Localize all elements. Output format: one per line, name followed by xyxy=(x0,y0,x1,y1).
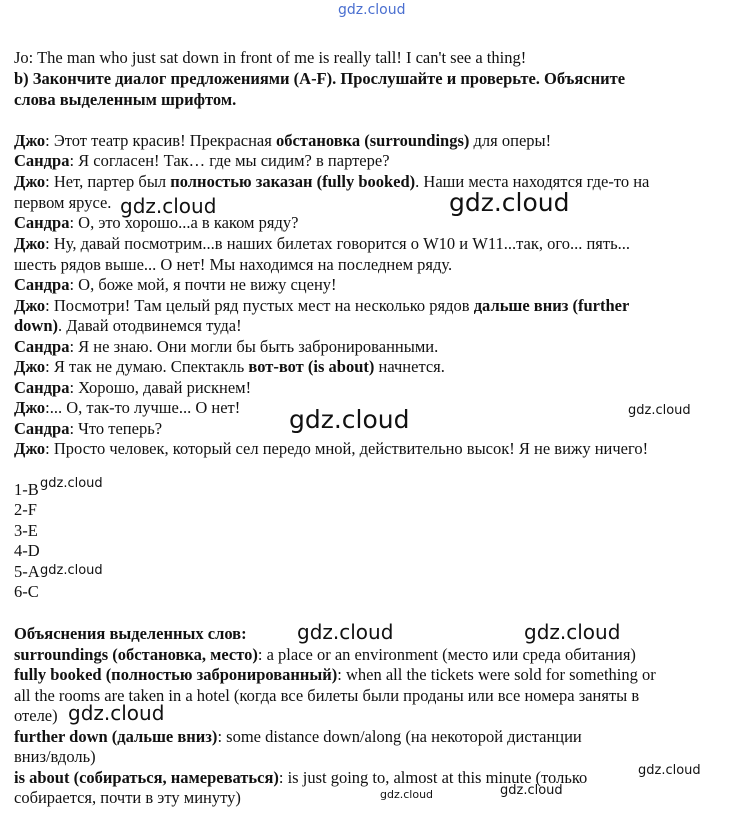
dialogue-line xyxy=(14,275,337,295)
answer-item: 4-D xyxy=(14,541,40,560)
explanation-item xyxy=(14,727,582,747)
dialogue-line xyxy=(14,131,551,151)
explanation-item xyxy=(14,665,656,685)
answer-item: 2-F xyxy=(14,500,37,519)
dialogue-text: : Я так не думаю. Спектакль xyxy=(45,357,249,376)
dialogue-line xyxy=(14,357,445,377)
watermark-logo-top: gdz.cloud xyxy=(338,2,406,18)
dialogue-line: шесть рядов выше... О нет! Мы находимся на последнем ряду. xyxy=(14,255,453,274)
task-heading: b) Закончите диалог предложениями (A-F). Прослушайте и проверьте. Объясните xyxy=(14,69,626,88)
dialogue-line xyxy=(14,419,162,439)
highlighted-term: полностью заказан (fully booked) xyxy=(170,172,416,191)
speaker: Джо xyxy=(14,439,46,458)
speaker: Сандра xyxy=(14,151,70,170)
watermark-logo: gdz.cloud xyxy=(449,188,570,217)
dialogue-text: : О, это хорошо...а в каком ряду? xyxy=(69,213,299,232)
dialogue-line xyxy=(14,172,649,192)
watermark-logo: gdz.cloud xyxy=(628,403,691,418)
dialogue-line xyxy=(14,439,648,459)
speaker: Сандра xyxy=(14,337,70,356)
watermark-logo: gdz.cloud xyxy=(500,783,563,798)
explanation-term: is about (собираться, намереваться) xyxy=(14,768,279,787)
speaker: Джо xyxy=(14,131,46,150)
dialogue-text: . Давай отодвинемся туда! xyxy=(58,316,242,335)
explanation-text: : when all the tickets were sold for something or xyxy=(337,665,656,684)
highlighted-term: обстановка (surroundings) xyxy=(275,131,470,150)
dialogue-line xyxy=(14,151,390,171)
dialogue-text: начнется. xyxy=(374,357,445,376)
dialogue-text: :... О, так-то лучше... О нет! xyxy=(45,398,241,417)
explanation-item xyxy=(14,645,636,665)
watermark-logo: gdz.cloud xyxy=(68,701,165,725)
dialogue-text: : Посмотри! Там целый ряд пустых мест на несколько рядов xyxy=(45,296,474,315)
watermark-logo: gdz.cloud xyxy=(297,620,394,644)
speaker: Джо xyxy=(14,357,46,376)
watermark-logo: gdz.cloud xyxy=(40,563,103,578)
watermark-logo: gdz.cloud xyxy=(380,788,434,801)
dialogue-text: : Хорошо, давай рискнем! xyxy=(69,378,252,397)
dialogue-text: : Ну, давай посмотрим...в наших билетах говорится о W10 и W11...так, ого... пять... xyxy=(45,234,630,253)
explanation-text: all the rooms are taken in a hotel (когда все билеты были проданы или все номера заняты в xyxy=(14,686,640,705)
explanation-text: : a place or an environment (место или среда обитания) xyxy=(257,645,636,664)
watermark-logo: gdz.cloud xyxy=(289,405,410,434)
dialogue-text: : О, боже мой, я почти не вижу сцену! xyxy=(69,275,337,294)
watermark-logo: gdz.cloud xyxy=(524,620,621,644)
speaker: Джо xyxy=(14,172,46,191)
answer-item: 5-A xyxy=(14,562,40,581)
speaker: Джо xyxy=(14,398,46,417)
dialogue-line xyxy=(14,378,251,398)
speaker: Джо xyxy=(14,296,46,315)
explanations-heading: Объяснения выделенных слов: xyxy=(14,624,247,643)
speaker: Джо xyxy=(14,234,46,253)
dialogue-line xyxy=(14,316,242,336)
dialogue-text: : Что теперь? xyxy=(69,419,163,438)
intro-line: Jo: The man who just sat down in front of me is really tall! I can't see a thing! xyxy=(14,48,527,67)
explanation-text: : is just going to, almost at this minute (только xyxy=(278,768,588,787)
dialogue-text: : Нет, партер был xyxy=(45,172,171,191)
speaker: Сандра xyxy=(14,378,70,397)
dialogue-line xyxy=(14,337,438,357)
explanation-term: surroundings (обстановка, место) xyxy=(14,645,258,664)
explanation-term: further down (дальше вниз) xyxy=(14,727,218,746)
task-heading-cont: слова выделенным шрифтом. xyxy=(14,90,237,109)
speaker: Сандра xyxy=(14,275,70,294)
dialogue-line xyxy=(14,296,629,316)
dialogue-line xyxy=(14,234,630,254)
dialogue-text: : Я согласен! Так… где мы сидим? в партере? xyxy=(69,151,390,170)
explanation-text: отеле) xyxy=(14,706,58,725)
dialogue-line xyxy=(14,213,298,233)
speaker: Сандра xyxy=(14,213,70,232)
answer-item: 1-B xyxy=(14,480,39,499)
dialogue-line: первом ярусе. xyxy=(14,193,112,212)
dialogue-line xyxy=(14,398,240,418)
watermark-logo: gdz.cloud xyxy=(40,476,103,491)
explanation-text: вниз/вдоль) xyxy=(14,747,96,766)
answer-item: 6-C xyxy=(14,582,39,601)
dialogue-text: : Этот театр красив! Прекрасная xyxy=(45,131,276,150)
dialogue-text: . Наши места находятся где-то на xyxy=(415,172,650,191)
explanation-item xyxy=(14,768,587,788)
highlighted-term: вот-вот (is about) xyxy=(248,357,375,376)
watermark-logo: gdz.cloud xyxy=(638,763,701,778)
dialogue-text: : Просто человек, который сел передо мной, действительно высок! Я не вижу ничего! xyxy=(45,439,649,458)
dialogue-text: для оперы! xyxy=(469,131,552,150)
highlighted-term: дальше вниз (further xyxy=(473,296,630,315)
answer-item: 3-E xyxy=(14,521,38,540)
dialogue-text: : Я не знаю. Они могли бы быть забронированными. xyxy=(69,337,439,356)
highlighted-term: down) xyxy=(14,316,59,335)
speaker: Сандра xyxy=(14,419,70,438)
explanation-text: : some distance down/along (на некоторой дистанции xyxy=(217,727,582,746)
explanation-text: собирается, почти в эту минуту) xyxy=(14,788,241,807)
watermark-logo: gdz.cloud xyxy=(120,194,217,218)
explanation-term: fully booked (полностью забронированный) xyxy=(14,665,338,684)
